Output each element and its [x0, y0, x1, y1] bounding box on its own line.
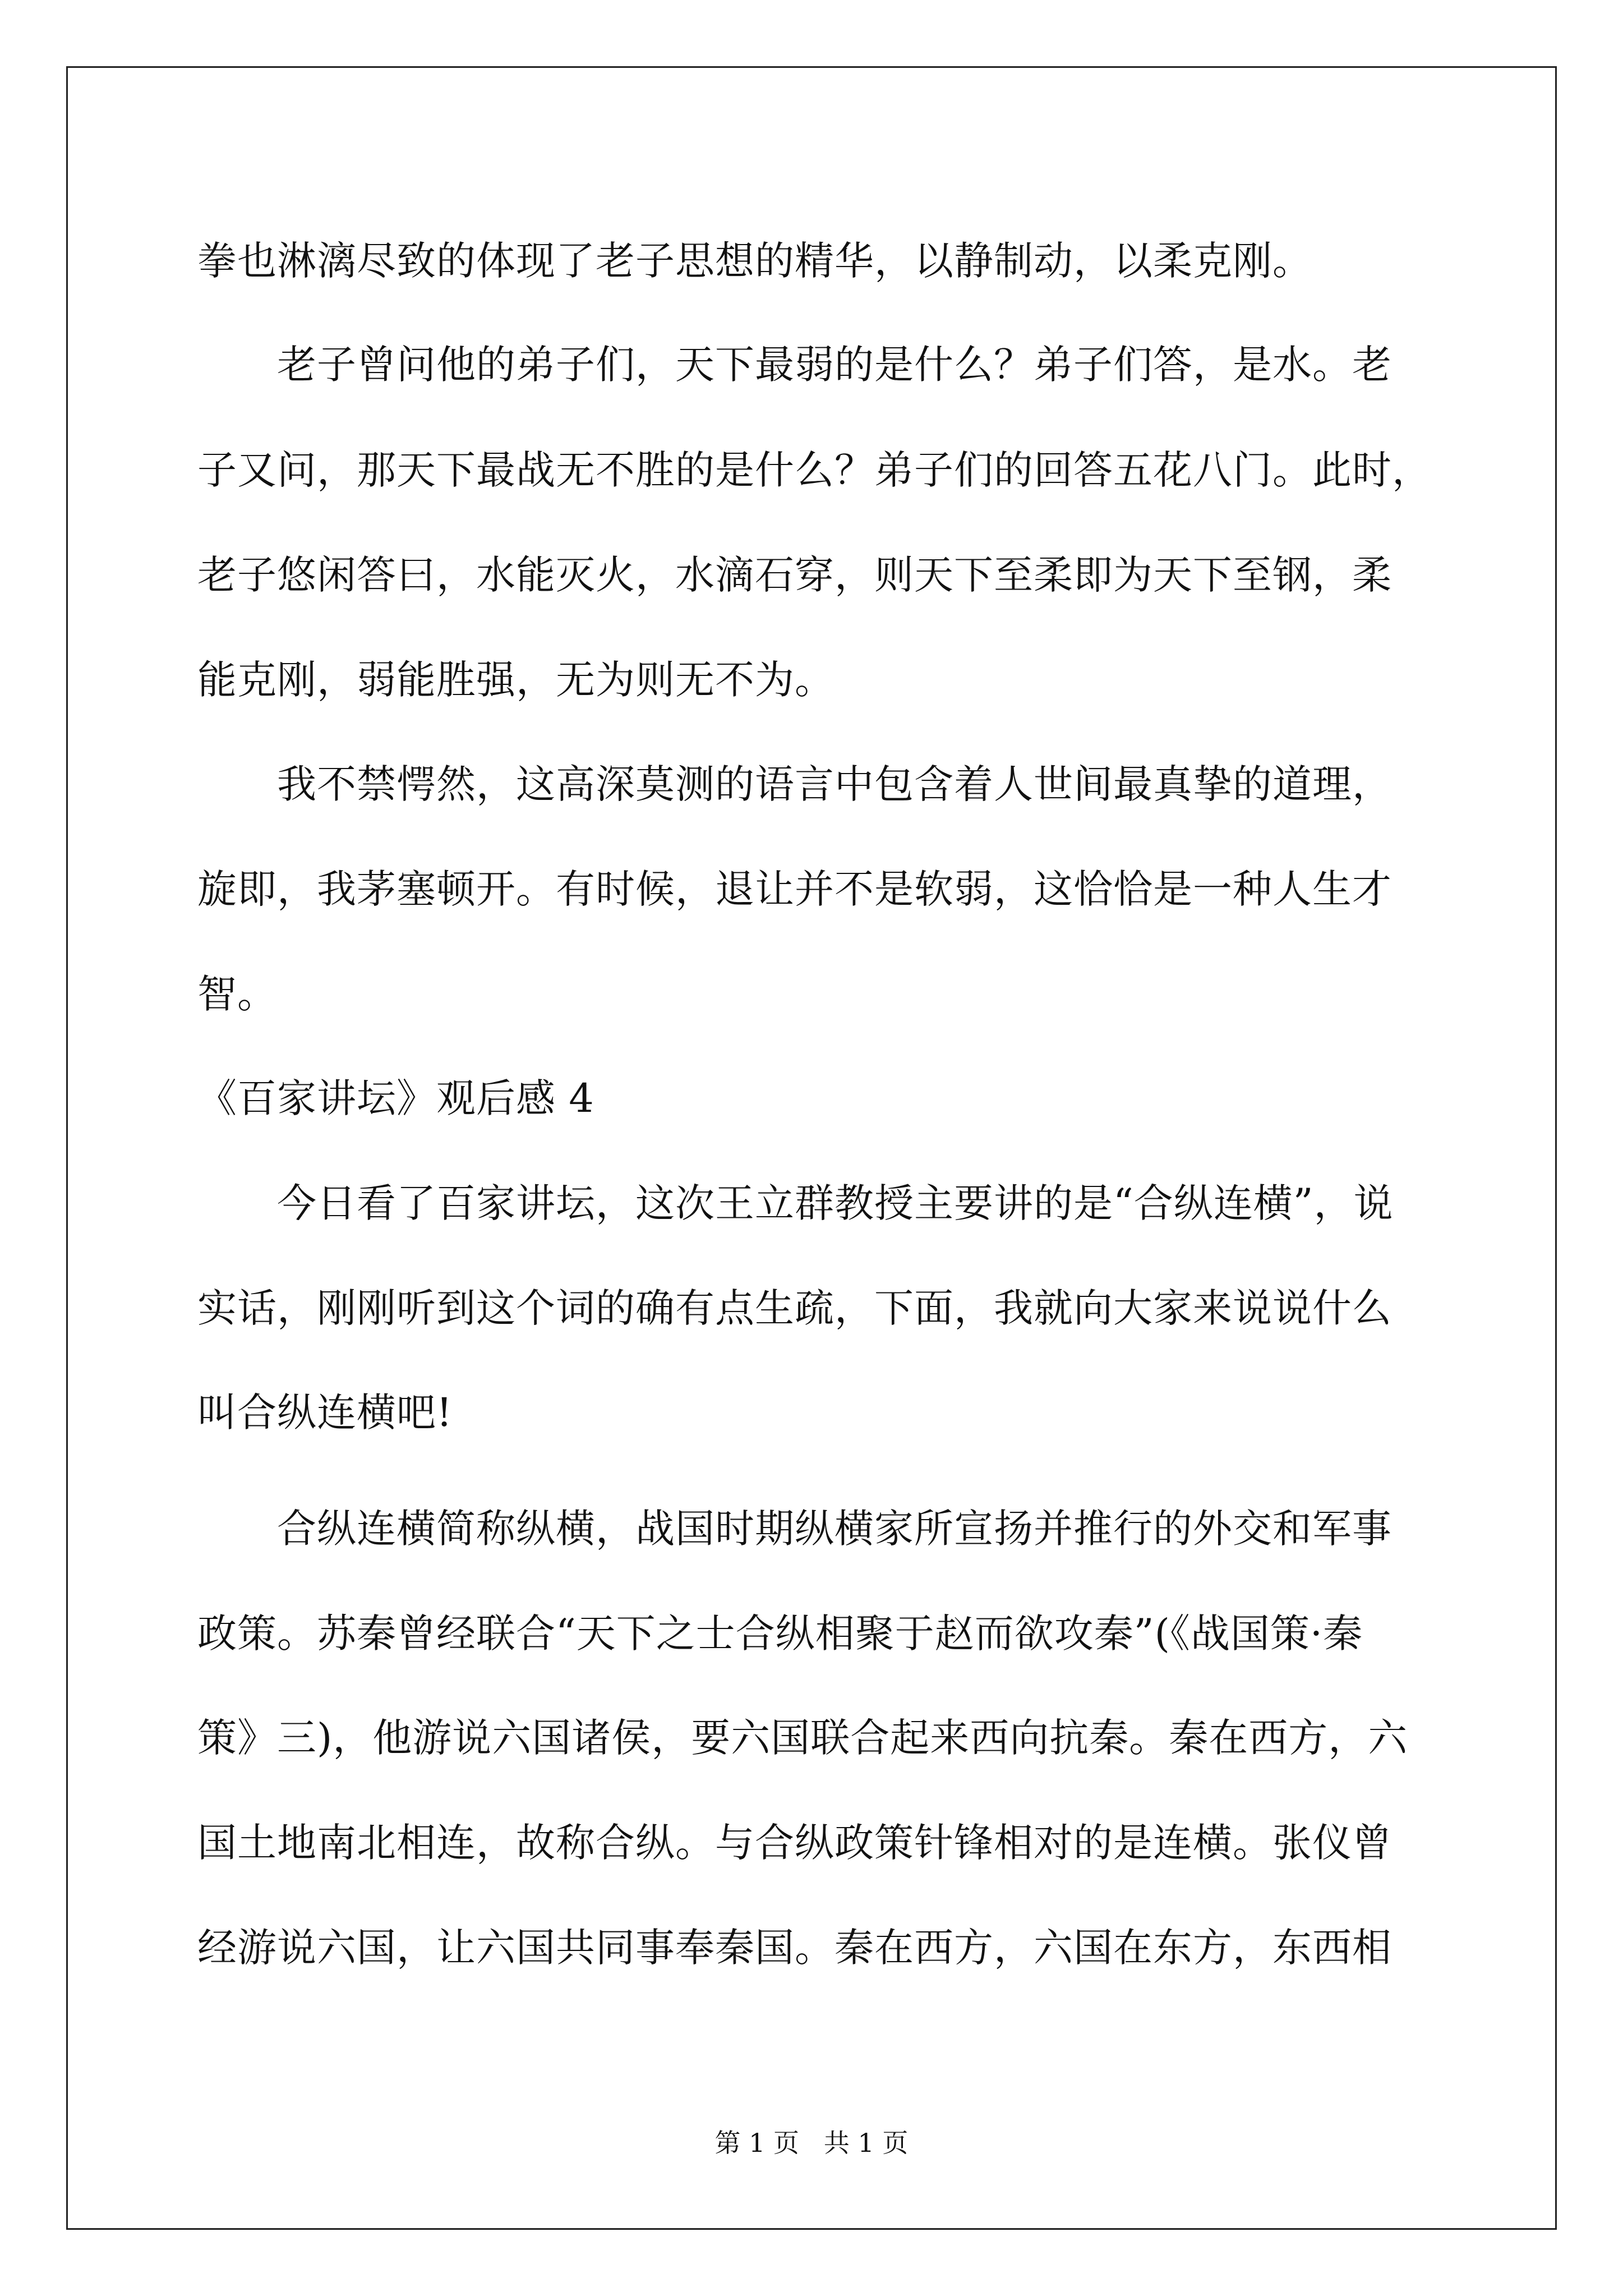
- text-line-17: 经游说六国，让六国共同事奉秦国。秦在西方，六国在东方，东西相: [197, 1925, 1392, 1971]
- page-border: [66, 66, 1557, 2230]
- text-line-6: 我不禁愕然，这高深莫测的语言中包含着人世间最真挚的道理，: [197, 761, 1392, 807]
- text-line-4: 老子悠闲答曰，水能灭火，水滴石穿，则天下至柔即为天下至钢，柔: [197, 552, 1392, 598]
- section-heading: 《百家讲坛》观后感 4: [197, 1075, 594, 1121]
- text-line-14: 政策。苏秦曾经联合“天下之士合纵相聚于赵而欲攻秦”(《战国策·秦: [197, 1611, 1363, 1657]
- text-line-10: 今日看了百家讲坛，这次王立群教授主要讲的是“合纵连横”，说: [197, 1180, 1394, 1226]
- text-line-3: 子又问，那天下最战无不胜的是什么？弟子们的回答五花八门。此时，: [197, 447, 1432, 493]
- page-footer: 第 1 页 共 1 页: [714, 2128, 909, 2158]
- text-line-11: 实话，刚刚听到这个词的确有点生疏，下面，我就向大家来说说什么: [197, 1285, 1392, 1331]
- text-line-2: 老子曾问他的弟子们，天下最弱的是什么？弟子们答，是水。老: [197, 342, 1392, 388]
- text-line-8: 智。: [197, 971, 277, 1017]
- text-line-13: 合纵连横简称纵横，战国时期纵横家所宣扬并推行的外交和军事: [197, 1506, 1392, 1552]
- text-line-12: 叫合纵连横吧!: [197, 1389, 453, 1435]
- text-line-1: 拳也淋漓尽致的体现了老子思想的精华，以静制动，以柔克刚。: [197, 238, 1312, 284]
- text-line-5: 能克刚，弱能胜强，无为则无不为。: [197, 657, 834, 703]
- text-line-7: 旋即，我茅塞顿开。有时候，退让并不是软弱，这恰恰是一种人生才: [197, 866, 1392, 912]
- text-line-16: 国土地南北相连，故称合纵。与合纵政策针锋相对的是连横。张仪曾: [197, 1820, 1392, 1866]
- text-line-15: 策》三)，他游说六国诸侯，要六国联合起来西向抗秦。秦在西方，六: [197, 1715, 1408, 1761]
